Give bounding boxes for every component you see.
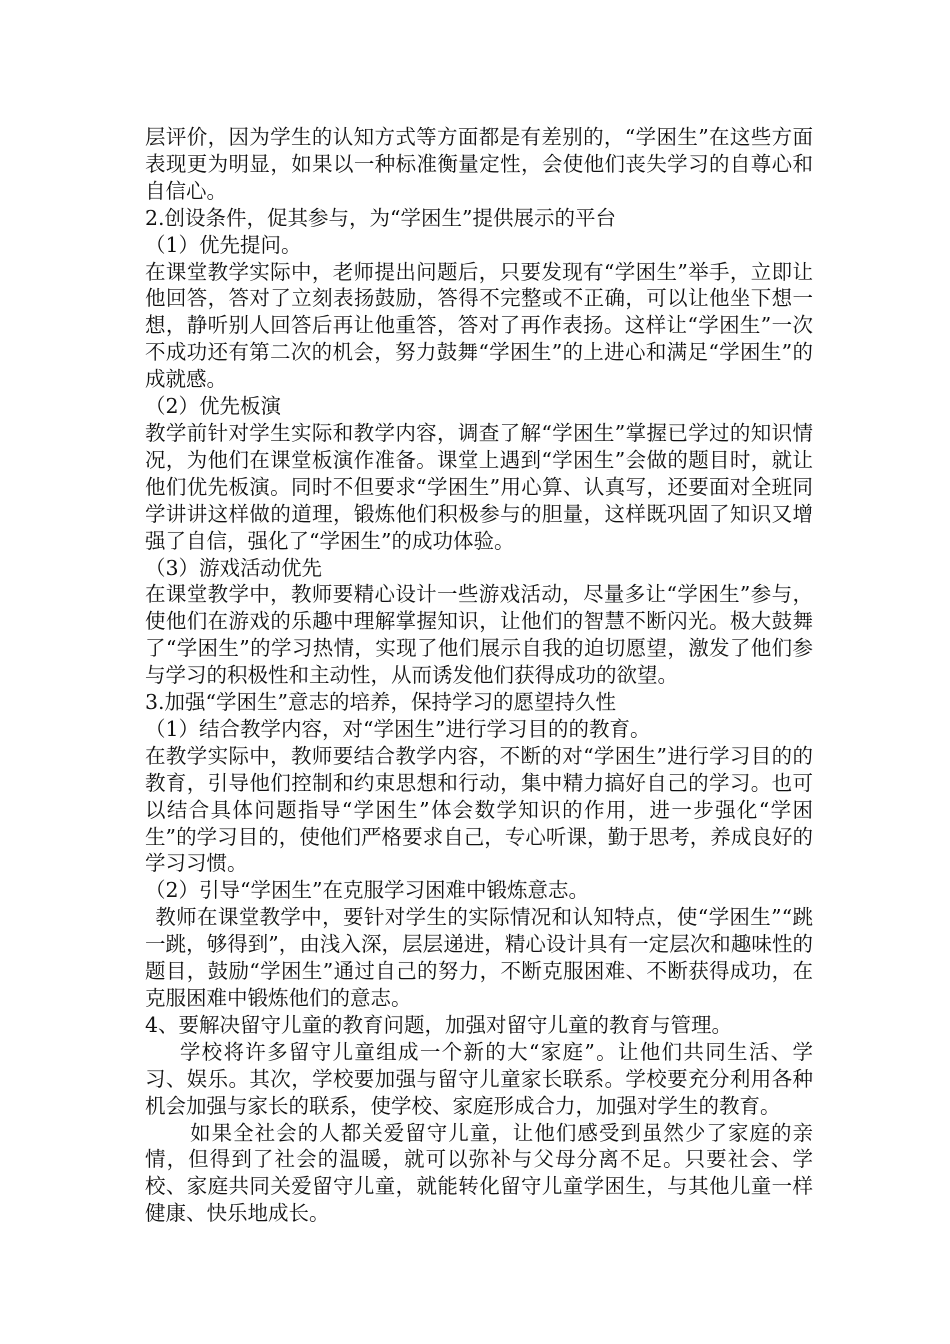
subheading-2-3: （3）游戏活动优先 [145, 555, 323, 580]
section-heading-3: 3.加强“学困生”意志的培养，保持学习的愿望持久性 [145, 690, 617, 715]
paragraph-2-1: 在课堂教学实际中，老师提出问题后，只要发现有“学困生”举手，立即让他回答，答对了立刻表扬鼓励，答得不完整或不正确，可以让他坐下想一想，静听别人回答后再让他重答，答对了再作表扬。这样让“学困生”一次不成功还有第二次的机会，努力鼓舞“学困生”的上进心和满足“学困生”的成就感。 [145, 259, 813, 392]
subheading-2-1: （1）优先提问。 [145, 232, 302, 257]
paragraph-4-1: 学校将许多留守儿童组成一个新的大“家庭”。让他们共同生活、学习、娱乐。其次，学校要加强与留守儿童家长联系。学校要充分利用各种机会加强与家长的联系，使学校、家庭形成合力，加强对学生的教育。 [145, 1039, 813, 1118]
paragraph-2-2: 教学前针对学生实际和教学内容，调查了解“学困生”掌握已学过的知识情况，为他们在课堂板演作准备。课堂上遇到“学困生”会做的题目时，就让他们优先板演。同时不但要求“学困生”用心算、认真写，还要面对全班同学讲讲这样做的道理，锻炼他们积极参与的胆量，这样既巩固了知识又增强了自信，强化了“学困生”的成功体验。 [145, 420, 813, 553]
paragraph-continuation: 层评价，因为学生的认知方式等方面都是有差别的，“学困生”在这些方面表现更为明显，如果以一种标准衡量定性，会使他们丧失学习的自尊心和自信心。 [145, 125, 813, 203]
subheading-2-2: （2）优先板演 [145, 394, 282, 419]
paragraph-3-1: 在教学实际中，教师要结合教学内容，不断的对“学困生”进行学习目的的教育，引导他们控制和约束思想和行动，集中精力搞好自己的学习。也可以结合具体问题指导“学困生”体会数学知识的作用，进一步强化“学困生”的学习目的，使他们严格要求自己，专心听课，勤于思考，养成良好的学习习惯。 [145, 743, 813, 876]
subheading-3-2: （2）引导“学困生”在克服学习困难中锻炼意志。 [145, 878, 590, 903]
section-heading-4: 4、要解决留守儿童的教育问题，加强对留守儿童的教育与管理。 [145, 1012, 733, 1037]
subheading-3-1: （1）结合教学内容，对“学困生”进行学习目的的教育。 [145, 716, 651, 741]
document-body [145, 124, 813, 1227]
paragraph-4-2: 如果全社会的人都关爱留守儿童，让他们感受到虽然少了家庭的亲情，但得到了社会的温暖，就可以弥补与父母分离不足。只要社会、学校、家庭共同关爱留守儿童，就能转化留守儿童学困生，与其他儿童一样健康、快乐地成长。 [145, 1120, 813, 1226]
section-heading-2: 2.创设条件，促其参与，为“学困生”提供展示的平台 [145, 205, 617, 230]
paragraph-3-2: 教师在课堂教学中，要针对学生的实际情况和认知特点，使“学困生”“跳一跳，够得到”，由浅入深，层层递进，精心设计具有一定层次和趣味性的题目，鼓励“学困生”通过自己的努力，不断克服困难、不断获得成功，在克服困难中锻炼他们的意志。 [145, 905, 813, 1010]
paragraph-2-3: 在课堂教学中，教师要精心设计一些游戏活动，尽量多让“学困生”参与，使他们在游戏的乐趣中理解掌握知识，让他们的智慧不断闪光。极大鼓舞了“学困生”的学习热情，实现了他们展示自我的迫切愿望，激发了他们参与学习的积极性和主动性，从而诱发他们获得成功的欲望。 [145, 582, 813, 688]
